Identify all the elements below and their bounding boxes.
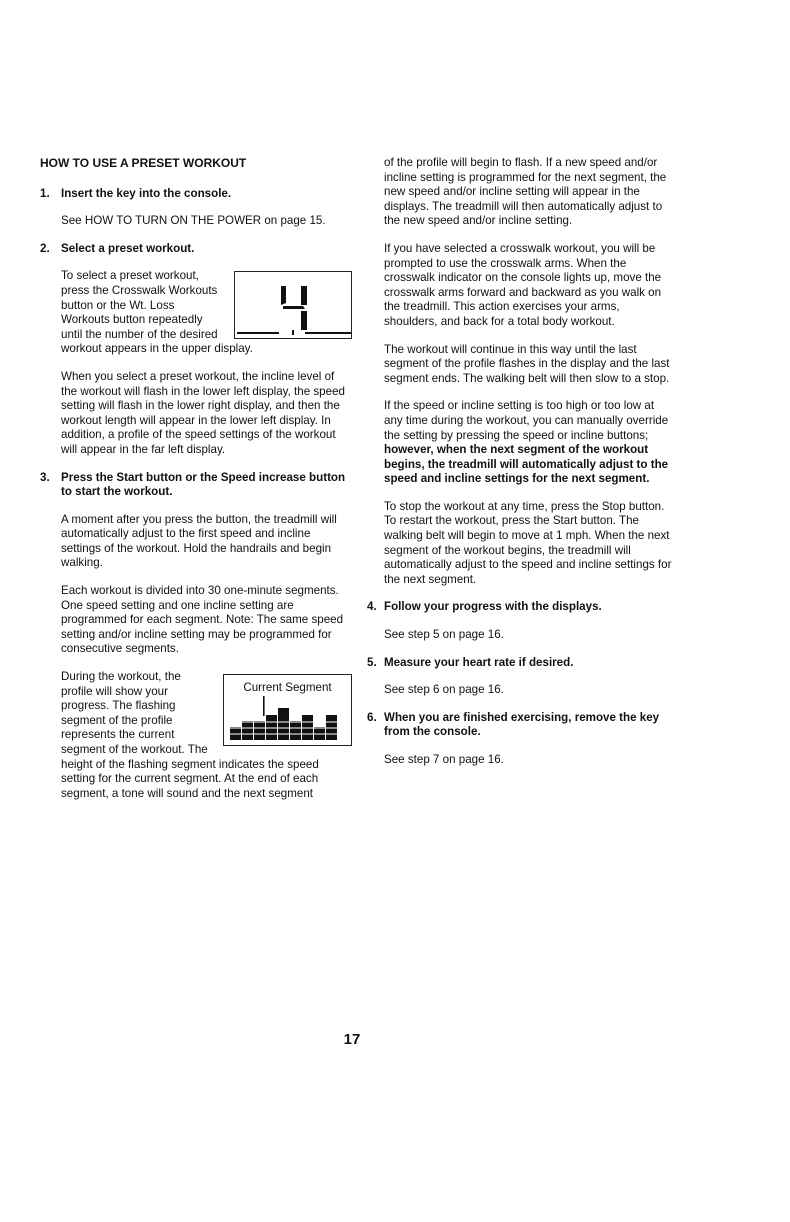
step-3-paragraph-3: During the workout, the profile will show your progress. The flashing segment of the profile represents the current segment of the workout. The height of the flashing segment indicates the speed setting for the current segment. At the end of each segment, a tone will sound and the next segment — [61, 670, 319, 800]
profile-figure — [223, 672, 352, 746]
current-segment-pointer — [263, 696, 265, 716]
lcd-bottom-bar-left — [237, 332, 279, 334]
lcd-segment-right-lower — [301, 311, 307, 330]
step-4-title: Follow your progress with the displays. — [384, 600, 602, 614]
step-6 — [367, 711, 673, 740]
profile-display — [223, 674, 352, 746]
profile-bars-graphic — [224, 675, 353, 747]
right-paragraph-5: To stop the workout at any time, press the Stop button. To restart the workout, press the Start button. The walking belt will begin to move at 1 mph. When the next segment of the workout begins, the treadmill will automatically adjust to the speed and incline settings for the next segment. — [384, 499, 672, 586]
workout-display-figure — [234, 271, 352, 339]
right-paragraph-1: of the profile will begin to flash. If a new speed and/or incline setting is programmed for the next segment, the new speed and/or incline setting will appear in the displays. The treadmill will then automatically adjust to the new speed and/or incline setting. — [384, 156, 667, 228]
profile-caption: Current Segment — [243, 681, 332, 695]
lcd-segment-middle — [283, 306, 305, 309]
step-2-number: 2. — [40, 241, 50, 255]
step-5-title: Measure your heart rate if desired. — [384, 655, 574, 669]
lcd-bottom-tick — [292, 330, 294, 335]
profile-bar-2 — [242, 721, 253, 740]
lcd-segment-left-upper — [281, 286, 286, 305]
step-4-number: 4. — [367, 600, 377, 614]
page-number: 17 — [343, 1031, 361, 1048]
step-6-number: 6. — [367, 710, 377, 724]
right-paragraph-4-bold: however, when the next segment of the workout begins, the treadmill will automatically adjust to the speed and incline settings for the next segment. — [384, 443, 669, 486]
right-paragraph-4 — [384, 399, 673, 487]
right-paragraph-4-normal: If the speed or incline setting is too high or too low at any time during the workout, you can manually override the setting by pressing the speed or incline buttons; — [384, 399, 669, 442]
lcd-segment-right-upper — [301, 286, 307, 305]
right-column — [367, 156, 673, 781]
profile-bar-5 — [278, 708, 289, 740]
right-continued-text — [367, 156, 673, 768]
step-3-number: 3. — [40, 470, 50, 484]
step-6-title: When you are finished exercising, remove the key from the console. — [384, 710, 660, 739]
step-6-text: See step 7 on page 16. — [384, 753, 504, 766]
step-3-paragraph-1: A moment after you press the button, the treadmill will automatically adjust to the first speed and incline settings of the workout. Hold the handrails and begin walking. — [61, 512, 337, 570]
step-5-text: See step 6 on page 16. — [384, 683, 504, 697]
step-1 — [40, 187, 352, 202]
step-5 — [367, 656, 673, 671]
lcd-bottom-bar-right — [305, 332, 351, 334]
left-column — [40, 156, 352, 814]
step-5-number: 5. — [367, 655, 377, 669]
step-1-text: See HOW TO TURN ON THE POWER on page 15. — [61, 214, 326, 228]
step-1-number: 1. — [40, 186, 50, 200]
step-2-body — [61, 269, 352, 457]
right-paragraph-2: If you have selected a crosswalk workout, you will be prompted to use the crosswalk arms. When the crosswalk indicator on the console lights up, move the crosswalk arms forward and backward as you walk on the treadmill. This action exercises your arms, shoulders, and back for a total body workout. — [384, 241, 662, 328]
step-2-paragraph-1: To select a preset workout, press the Crosswalk Workouts button or the Wt. Loss Workouts button repeatedly until the number of the desired workout appears in the upper display. — [61, 269, 253, 356]
step-3 — [40, 471, 352, 500]
profile-bar-3 — [254, 721, 265, 740]
step-3-title: Press the Start button or the Speed increase button to start the workout. — [61, 470, 346, 499]
step-1-title: Insert the key into the console. — [61, 186, 232, 200]
step-2 — [40, 242, 352, 257]
step-4-text: See step 5 on page 16. — [384, 628, 504, 642]
step-4 — [367, 600, 673, 615]
lcd-digit-graphic — [235, 272, 353, 340]
profile-bar-6 — [290, 721, 301, 740]
step-3-body — [61, 513, 352, 802]
profile-bars — [230, 708, 337, 740]
workout-number-display — [234, 271, 352, 339]
right-paragraph-3: The workout will continue in this way until the last segment of the profile flashes in the display and the last segment ends. The walking belt will then slow to a stop. — [384, 342, 670, 385]
step-3-paragraph-2: Each workout is divided into 30 one-minute segments. One speed setting and one incline setting are programmed for each segment. Note: The same speed setting and/or incline setting may be programmed for consecutive segments. — [61, 584, 344, 656]
step-2-paragraph-2: When you select a preset workout, the incline level of the workout will flash in the lower left display, the speed setting will flash in the lower right display, and then the workout length will appear in the lower left display. In addition, a profile of the speed settings of the workout will appear in the far left display. — [61, 369, 345, 456]
step-2-title: Select a preset workout. — [61, 241, 195, 255]
section-heading: HOW TO USE A PRESET WORKOUT — [40, 156, 247, 170]
lcd-digit-value: 4 — [235, 272, 236, 274]
